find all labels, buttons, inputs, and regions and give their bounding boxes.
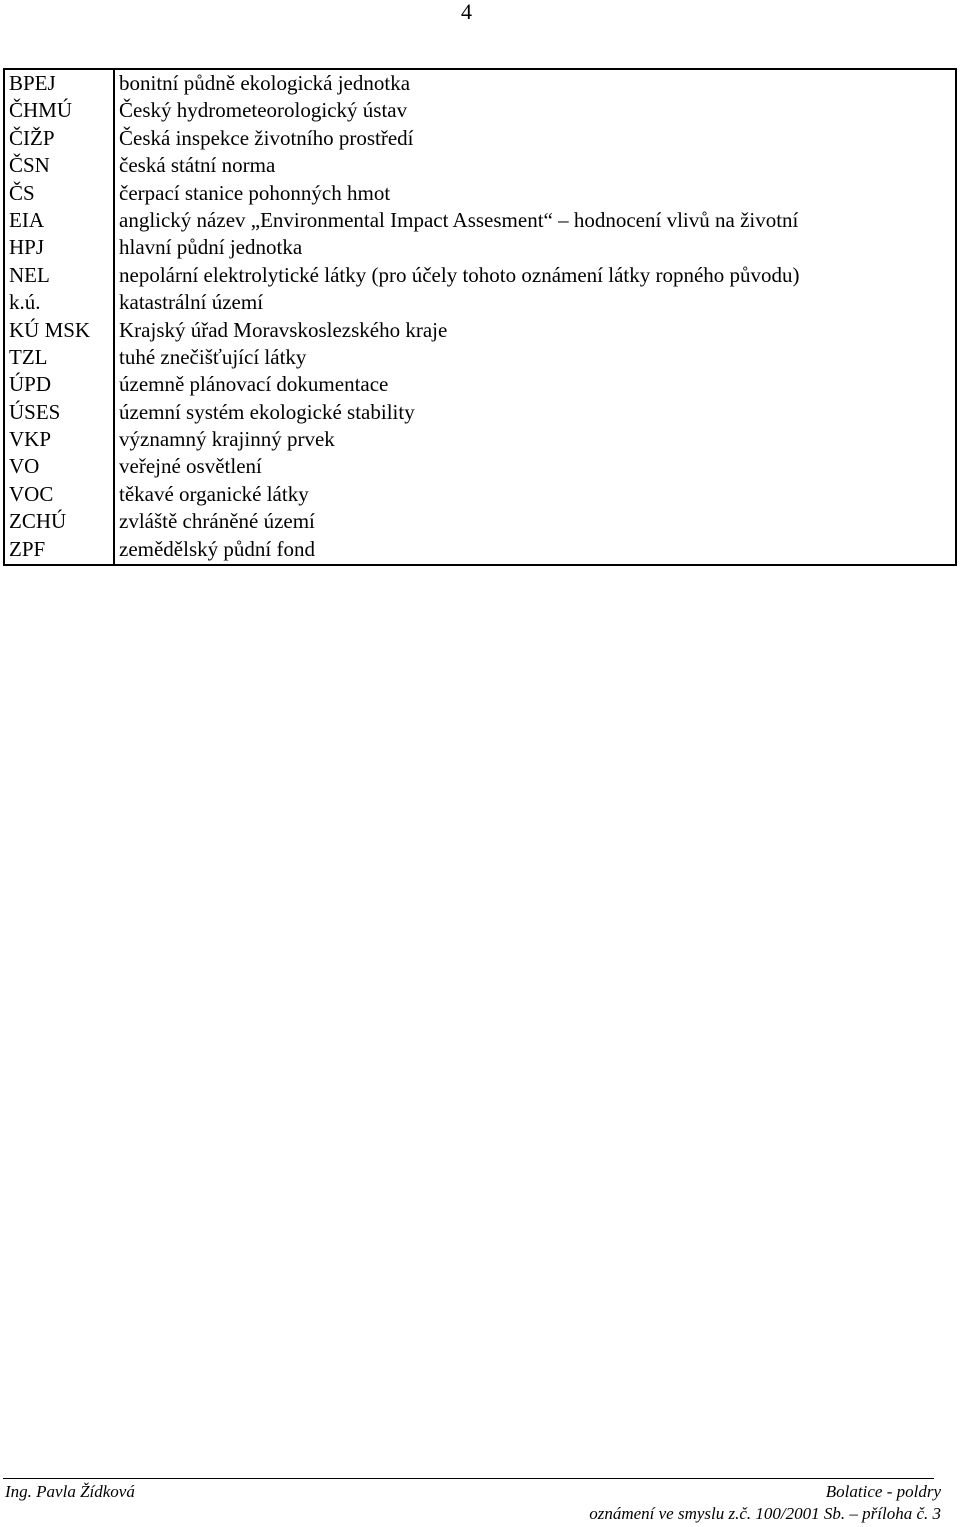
abbreviation-cell: k.ú. <box>4 289 114 316</box>
abbreviation-cell: ČHMÚ <box>4 97 114 124</box>
meaning-cell: tuhé znečišťující látky <box>119 344 307 369</box>
footer-author: Ing. Pavla Žídková <box>5 1482 135 1501</box>
meaning-cell: hlavní půdní jednotka <box>119 235 303 260</box>
abbreviation-cell: KÚ MSK <box>4 317 114 344</box>
abbreviation-cell: ČSN <box>4 152 114 179</box>
table-row <box>4 180 956 207</box>
meaning-cell: bonitní půdně ekologická jednotka <box>119 71 411 95</box>
abbreviation-cell: ZCHÚ <box>4 508 114 535</box>
meaning-cell: územně plánovací dokumentace <box>119 372 389 397</box>
table-row <box>4 508 956 535</box>
page-number: 4 <box>461 0 472 24</box>
abbreviation-cell: HPJ <box>4 234 114 261</box>
meaning-cell: Český hydrometeorologický ústav <box>119 98 408 123</box>
table-row <box>4 317 956 344</box>
abbreviation-cell: ÚPD <box>4 371 114 398</box>
abbreviation-cell: ÚSES <box>4 399 114 426</box>
table-row <box>4 426 956 453</box>
abbreviation-cell: EIA <box>4 207 114 234</box>
meaning-cell: významný krajinný prvek <box>119 427 335 452</box>
table-row <box>4 262 956 289</box>
table-row <box>4 152 956 179</box>
abbreviations-table <box>3 68 957 566</box>
abbreviation-cell: VO <box>4 453 114 480</box>
meaning-cell: zvláště chráněné území <box>119 509 315 534</box>
meaning-cell: veřejné osvětlení <box>119 454 262 479</box>
footer-divider <box>3 1478 934 1479</box>
meaning-cell: čerpací stanice pohonných hmot <box>119 180 391 205</box>
meaning-cell: Krajský úřad Moravskoslezského kraje <box>119 317 448 342</box>
footer-project: Bolatice - poldry <box>825 1482 941 1501</box>
table-row <box>4 399 956 426</box>
meaning-cell: zemědělský půdní fond <box>119 536 315 561</box>
abbreviations-table-body <box>4 69 956 565</box>
abbreviation-cell: ČS <box>4 180 114 207</box>
abbreviation-cell: VKP <box>4 426 114 453</box>
table-row <box>4 371 956 398</box>
meaning-cell: katastrální území <box>119 290 264 315</box>
table-row <box>4 125 956 152</box>
abbreviation-cell: BPEJ <box>4 69 114 97</box>
abbreviation-cell: ČIŽP <box>4 125 114 152</box>
table-row <box>4 97 956 124</box>
meaning-cell: nepolární elektrolytické látky (pro účely tohoto oznámení látky ropného původu) <box>119 262 800 287</box>
abbreviation-cell: VOC <box>4 481 114 508</box>
meaning-cell: územní systém ekologické stability <box>119 399 415 424</box>
table-row <box>4 234 956 261</box>
footer-reference: oznámení ve smyslu z.č. 100/2001 Sb. – příloha č. 3 <box>589 1504 941 1523</box>
meaning-cell: Česká inspekce životního prostředí <box>119 125 414 150</box>
meaning-cell: česká státní norma <box>119 153 276 178</box>
table-row <box>4 481 956 508</box>
table-row <box>4 453 956 480</box>
abbreviation-cell: TZL <box>4 344 114 371</box>
table-row <box>4 207 956 234</box>
meaning-cell: těkavé organické látky <box>119 481 309 506</box>
table-row <box>4 69 956 97</box>
table-row <box>4 289 956 316</box>
table-row <box>4 344 956 371</box>
table-row <box>4 536 956 565</box>
abbreviation-cell: NEL <box>4 262 114 289</box>
abbreviation-cell: ZPF <box>4 536 114 565</box>
meaning-cell: anglický název „Environmental Impact Assesment“ – hodnocení vlivů na životní <box>119 207 799 232</box>
